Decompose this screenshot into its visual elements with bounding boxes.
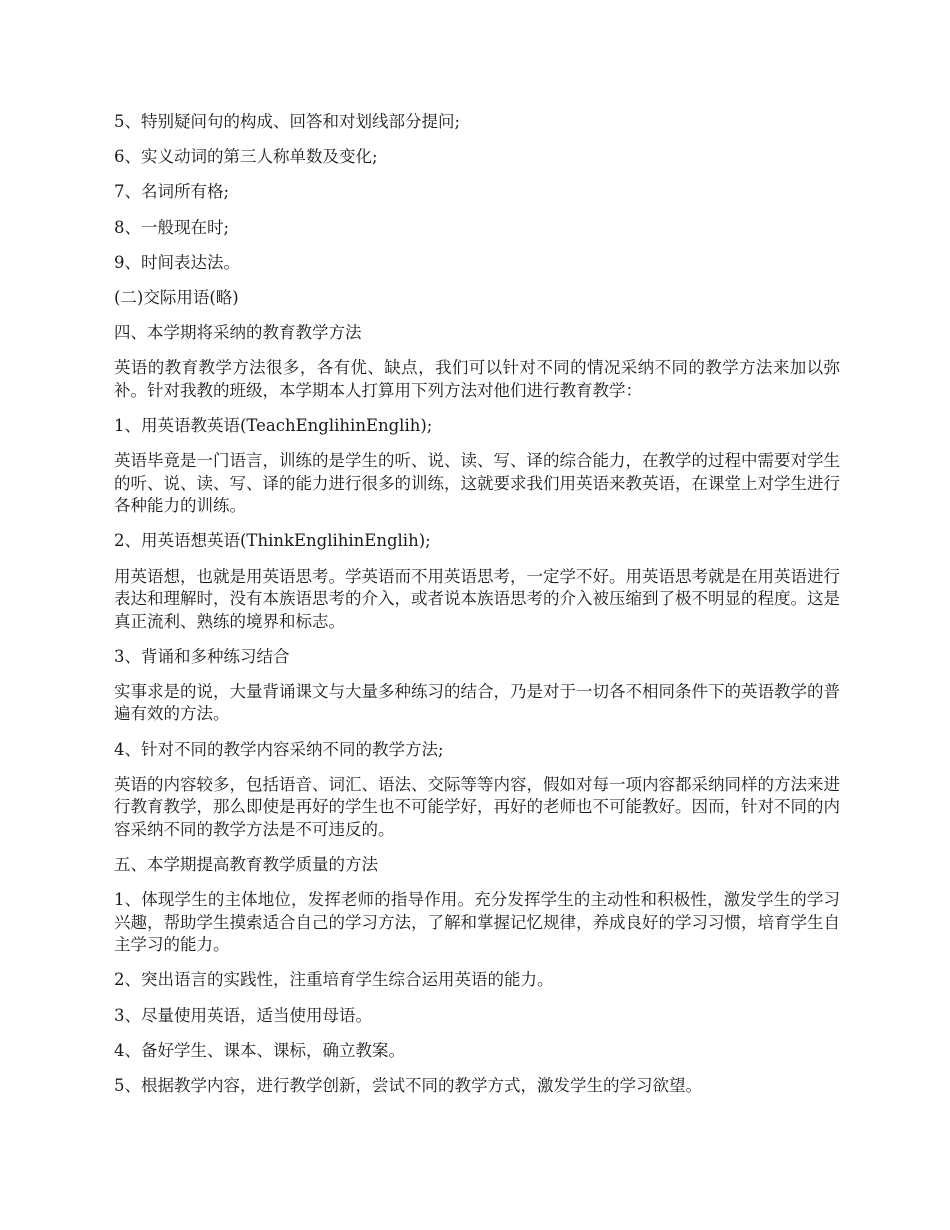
- quality-item-4: 4、备好学生、课本、课标，确立教案。: [114, 1040, 405, 1060]
- quality-item-1: 1、体现学生的主体地位，发挥老师的指导作用。充分发挥学生的主动性和积极性，激发学生的学习兴趣，帮助学生摸索适合自己的学习方法，了解和掌握记忆规律，养成良好的学习习惯，培育学生自主学习的能力。: [114, 890, 840, 955]
- quality-item-3: 3、尽量使用英语，适当使用母语。: [114, 1005, 372, 1025]
- list-item-special-questions: 5、特别疑问句的构成、回答和对划线部分提问;: [114, 112, 461, 131]
- list-item-third-person-verbs: 6、实义动词的第三人称单数及变化;: [114, 147, 378, 167]
- body-paragraph: 英语的内容较多，包括语音、词汇、语法、交际等等内容，假如对每一项内容都采纳同样的方法来进行教育教学，那么即使是再好的学生也不可能学好，再好的老师也不可能教好。因而，针对不同的内容采纳不同的教学方法是不可违反的。: [114, 774, 840, 839]
- quality-item-5: 5、根据教学内容，进行教学创新，尝试不同的教学方式，激发学生的学习欲望。: [114, 1075, 702, 1095]
- list-item-simple-present: 8、一般现在时;: [114, 217, 230, 237]
- method-item-2: 2、用英语想英语(ThinkEnglihinEnglih);: [114, 531, 431, 551]
- subheading-communication: (二)交际用语(略): [114, 287, 239, 307]
- body-paragraph: 英语毕竟是一门语言，训练的是学生的听、说、读、写、译的综合能力，在教学的过程中需要对学生的听、说、读、写、译的能力进行很多的训练，这就要求我们用英语来教英语，在课堂上对学生进行各种能力的训练。: [114, 451, 840, 516]
- body-paragraph: 英语的教育教学方法很多，各有优、缺点，我们可以针对不同的情况采纳不同的教学方法来加以弥补。针对我教的班级，本学期本人打算用下列方法对他们进行教育教学：: [114, 358, 840, 400]
- document-body: [114, 111, 840, 1110]
- body-paragraph: 实事求是的说，大量背诵课文与大量多种练习的结合，乃是对于一切各不相同条件下的英语教学的普遍有效的方法。: [114, 681, 840, 724]
- list-item-time-expressions: 9、时间表达法。: [114, 252, 240, 272]
- method-item-1: 1、用英语教英语(TeachEnglihinEnglih);: [114, 416, 433, 435]
- section-heading-5: 五、本学期提高教育教学质量的方法: [114, 855, 378, 874]
- list-item-possessive-nouns: 7、名词所有格;: [114, 182, 230, 202]
- quality-item-2: 2、突出语言的实践性，注重培育学生综合运用英语的能力。: [114, 970, 554, 990]
- body-paragraph: 用英语想，也就是用英语思考。学英语而不用英语思考，一定学不好。用英语思考就是在用英语进行表达和理解时，没有本族语思考的介入，或者说本族语思考的介入被压缩到了极不明显的程度。这是真正流利、熟练的境界和标志。: [114, 566, 840, 631]
- method-item-4: 4、针对不同的教学内容采纳不同的教学方法;: [114, 739, 444, 759]
- method-item-3: 3、背诵和多种练习结合: [114, 646, 290, 666]
- section-heading-4: 四、本学期将采纳的教育教学方法: [114, 323, 362, 343]
